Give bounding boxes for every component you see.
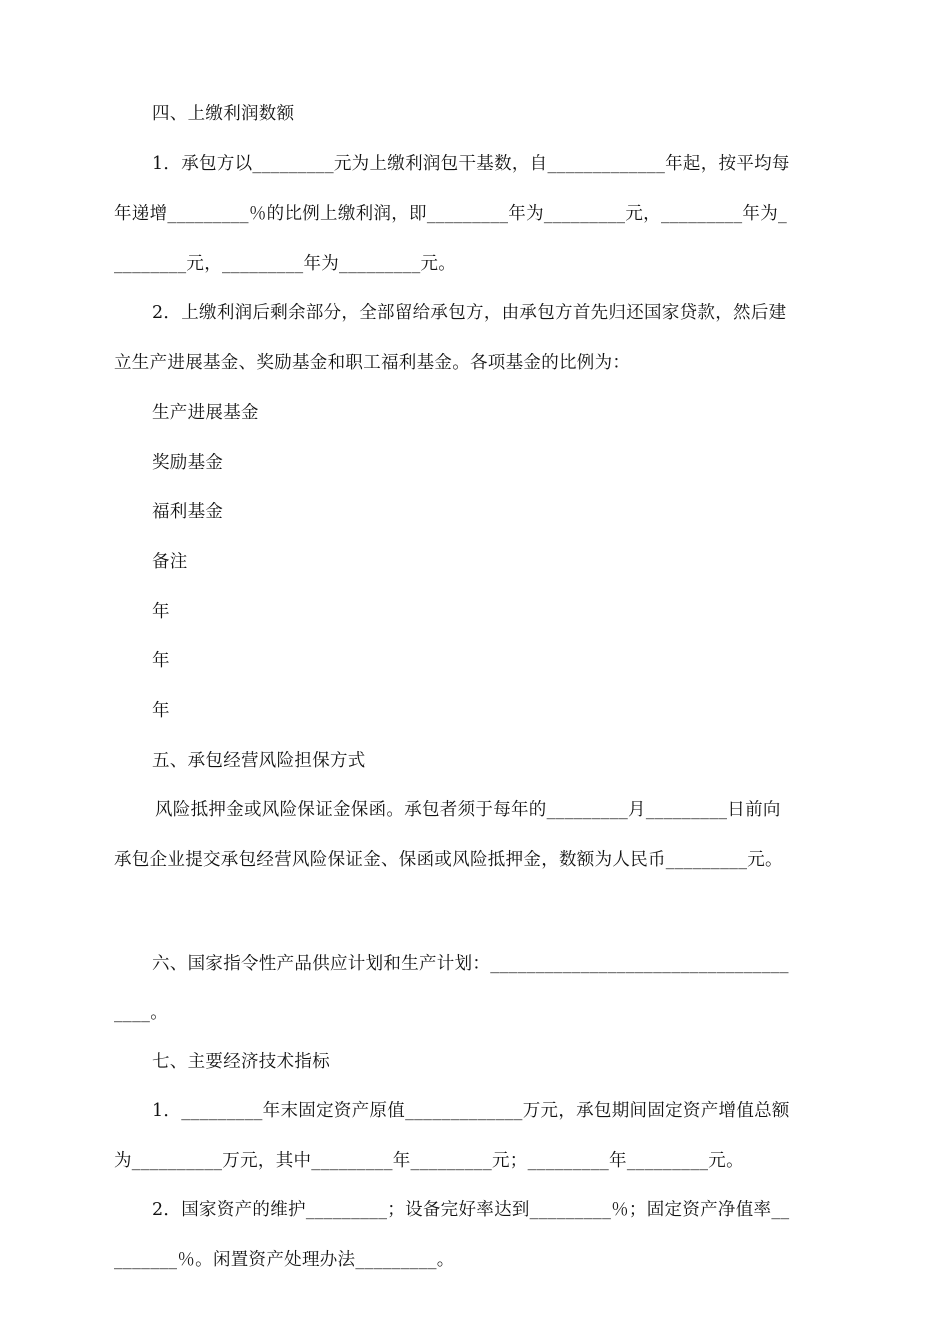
- clause-4-2-line-1: 2．上缴利润后剩余部分，全部留给承包方，由承包方首先归还国家贷款，然后建: [152, 303, 787, 323]
- section-6-line-1: 六、国家指令性产品供应计划和生产计划：_________________________________: [152, 954, 789, 974]
- clause-4-1-line-1: 1．承包方以_________元为上缴利润包干基数，自_____________年起，按平均每: [152, 154, 790, 174]
- fund-remark: 备注: [152, 552, 188, 572]
- fund-welfare: 福利基金: [152, 502, 224, 522]
- clause-4-1-line-2: 年递增_________％的比例上缴利润，即_________年为_________元，_________年为_: [114, 204, 788, 224]
- year-label-1: 年: [152, 602, 170, 622]
- section-4-heading: 四、上缴利润数额: [152, 104, 295, 124]
- year-label-2: 年: [152, 651, 170, 671]
- clause-7-2-line-2: _______％。闲置资产处理办法_________。: [114, 1250, 455, 1270]
- section-5-line-2: 承包企业提交承包经营风险保证金、保函或风险抵押金，数额为人民币_________元。: [114, 850, 783, 870]
- section-5-line-1: 风险抵押金或风险保证金保函。承包者须于每年的_________月_________日前向: [155, 800, 781, 820]
- year-label-3: 年: [152, 701, 170, 721]
- clause-7-1-line-2: 为__________万元，其中_________年_________元；_________年_________元。: [114, 1151, 744, 1171]
- fund-reward: 奖励基金: [152, 453, 224, 473]
- section-7-heading: 七、主要经济技术指标: [152, 1052, 330, 1072]
- clause-4-1-line-3: ________元，_________年为_________元。: [114, 254, 457, 274]
- fund-production: 生产进展基金: [152, 403, 259, 423]
- clause-4-2-line-2: 立生产进展基金、奖励基金和职工福利基金。各项基金的比例为：: [114, 353, 631, 373]
- section-5-heading: 五、承包经营风险担保方式: [152, 751, 366, 771]
- section-6-line-2: ____。: [114, 1003, 168, 1023]
- clause-7-1-line-1: 1．_________年末固定资产原值_____________万元，承包期间固定资产增值总额: [152, 1101, 790, 1121]
- clause-7-2-line-1: 2．国家资产的维护_________；设备完好率达到_________％；固定资产净值率__: [152, 1200, 790, 1220]
